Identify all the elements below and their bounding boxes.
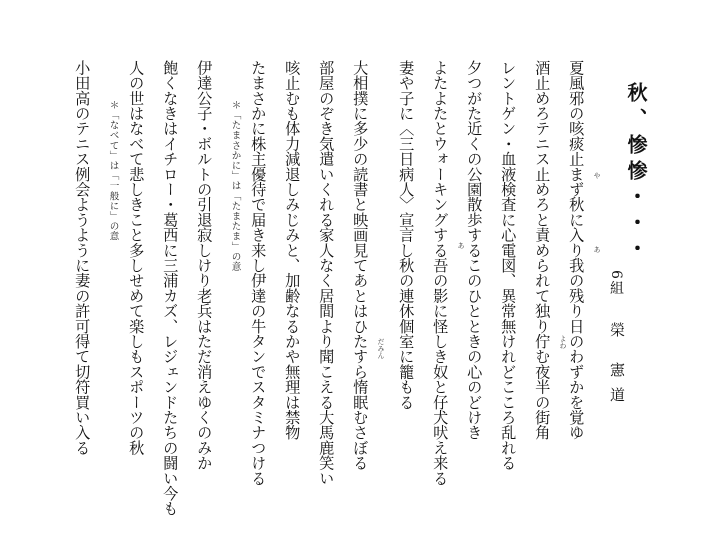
- poem-line-5: よたよたとウォーキングする吾の影に怪しき奴と仔犬吠え来る: [431, 60, 450, 486]
- poem-line-4: 夕つがた近くの公園散歩するこのひとときの心のどけき: [465, 60, 484, 440]
- poem-line-11: 伊達公子・ボルトの引退寂しけり老兵はただ消えゆくのみか: [195, 60, 214, 471]
- ruby-yamazu: や: [593, 172, 601, 179]
- poem-line-2: 酒止めろテニス止めろと責められて独り佇む夜半の街角: [533, 60, 552, 440]
- poem-line-12: 飽くなきはイチロー・葛西に三浦カズ、レジェンドたちの闘い今も: [161, 60, 180, 516]
- ruby-yowa: よわ: [559, 335, 567, 349]
- poem-line-3: レントゲン・血液検査に心電図、異常無けれどこころ乱れる: [499, 60, 518, 471]
- poem-line-1: 夏風邪の咳痰止まず秋に入り我の残り日のわずかを覚ゆ: [567, 60, 586, 440]
- poem-line-13: 人の世はなべて悲しきこと多しせめて楽しもスポーツの秋: [127, 60, 146, 456]
- poem-line-7: 大相撲に多少の読書と映画見てあとはひたすら惰眠むさぼる: [351, 60, 370, 471]
- author-name: 榮 憲道: [608, 322, 626, 412]
- footnote-nabete: ＊「なべて」は「一般に」の意: [107, 100, 119, 242]
- poem-line-14: 小田高のテニス例会ようように妻の許可得て切符買い入る: [73, 60, 92, 456]
- poem-line-9: 咳止むも体力減退しみじみと、加齢なるかや無理は禁物: [283, 60, 302, 440]
- ruby-a: あ: [457, 242, 465, 249]
- class-label: 6組: [608, 270, 624, 297]
- footnote-tamasaka: ＊「たまさかに」は「たまたま」の意: [229, 100, 241, 272]
- ruby-ware: あ: [593, 246, 601, 253]
- poem-line-6: 妻や子に〈三日病人〉宣言し秋の連休個室に籠もる: [397, 60, 416, 410]
- poem-line-8: 部屋のぞき気遣いくれる家人なく居間より聞こえる大馬鹿笑い: [317, 60, 336, 486]
- poem-title: 秋、惨惨・・・: [624, 82, 648, 264]
- poem-line-10: たまさかに株主優待で届き来し伊達の牛タンでスタミナつける: [249, 60, 268, 486]
- ruby-damin: だみん: [377, 338, 385, 359]
